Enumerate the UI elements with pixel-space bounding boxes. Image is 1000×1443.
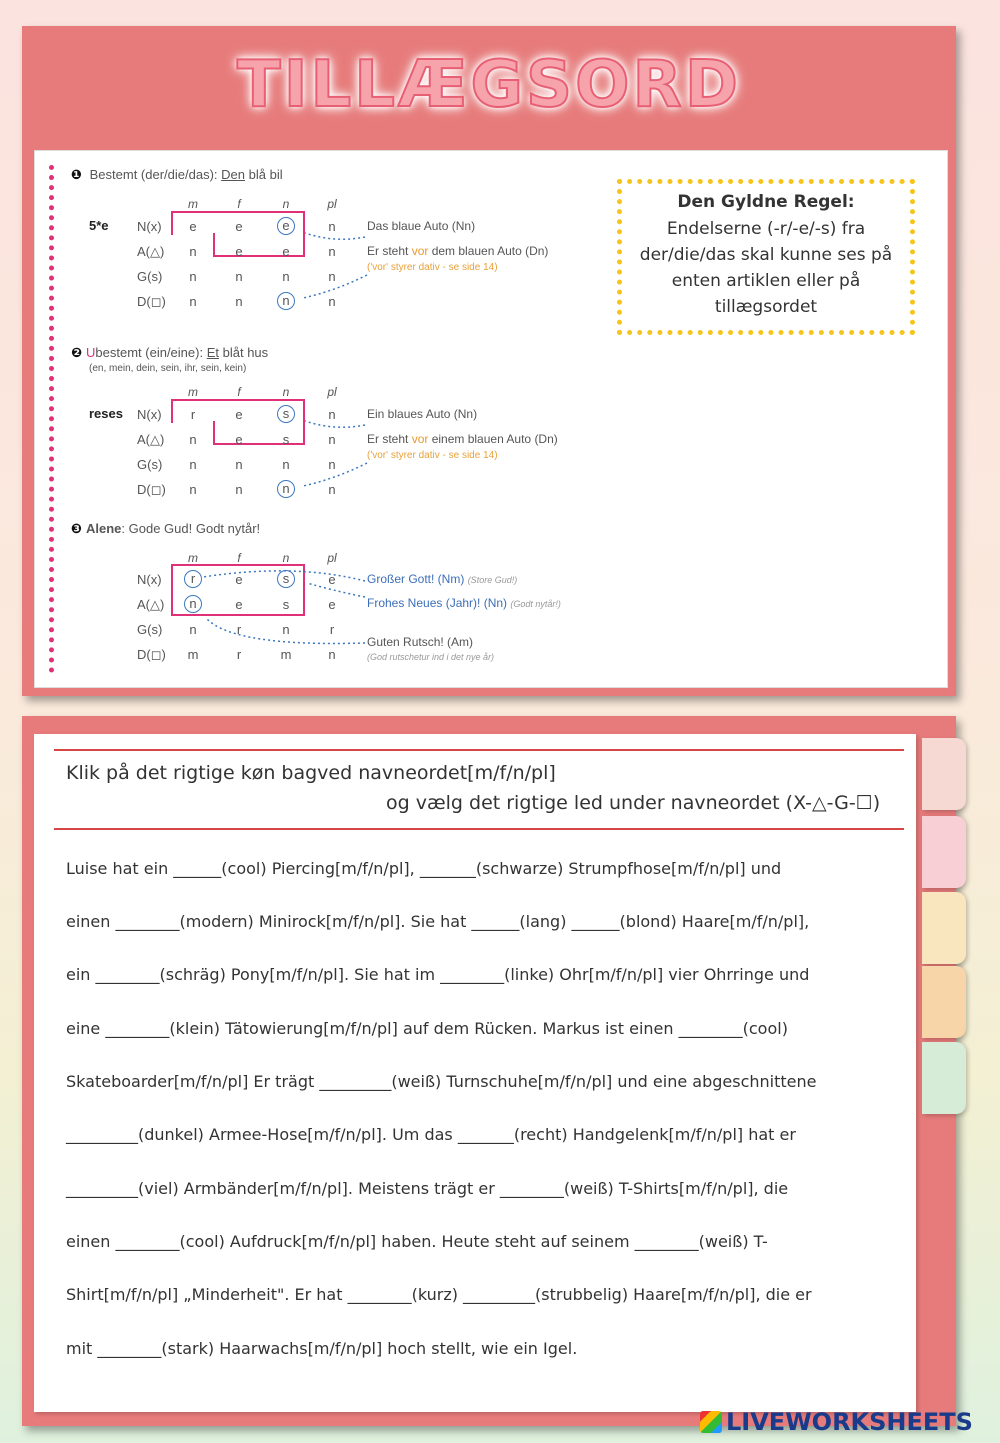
header-pl: pl [327,197,337,211]
cell: n [328,244,336,259]
case-gen: G(s) [137,457,163,472]
case-nom: N(x) [137,407,162,422]
cell: m [280,647,292,662]
translation-note: (God rutschetur ind i det nye år) [367,652,495,662]
exercise-line[interactable]: einen ________(modern) Minirock[m/f/n/pl]. Sie hat ______(lang) ______(blond) Haare[m/f/n/pl], [66,912,810,931]
cell: n [235,269,243,284]
cell: n [328,294,336,309]
cell: n [328,647,336,662]
header-pl: pl [327,551,337,565]
cell: e [235,407,243,422]
arrow [307,583,365,597]
section-1-article: Den [221,167,246,182]
header-m: m [188,385,198,399]
cell: n [235,457,243,472]
example-text: Frohes Neues (Jahr)! (Nn) [367,596,508,610]
circled-ending: r [184,570,202,588]
dativ-note: ('vor' styrer dativ - se side 14) [367,262,498,273]
header-pl: pl [327,385,337,399]
case-dat: D(◻) [137,294,166,309]
header-n: n [282,197,290,211]
liveworksheets-logo[interactable] [700,1408,973,1436]
section-1-number: ❶ [71,168,83,183]
exercise-sheet [34,734,916,1412]
cell: r [190,407,196,422]
preposition: vor [411,244,429,258]
cell: e [282,244,290,259]
cell: n [189,244,197,259]
circled-ending: s [277,405,295,423]
section-2-number: ❷ [71,346,83,361]
section-2-heading: bestemt (ein/eine): [95,345,204,360]
header-f: f [237,197,241,211]
exercise-panel [22,716,956,1426]
cell: n [282,622,290,637]
tab-5[interactable] [922,1042,966,1114]
cell: e [235,572,243,587]
header-f: f [237,551,241,565]
example-text: Großer Gott! (Nm) [367,572,465,586]
divider [54,749,904,751]
grammar-card [34,150,948,688]
header-n: n [282,385,290,399]
cell: n [189,457,197,472]
case-gen: G(s) [137,622,163,637]
preposition: vor [411,432,429,446]
case-acc: A(△) [137,597,165,612]
cell: n [189,482,197,497]
section-3-number: ❸ [71,522,83,537]
section-3-heading: Alene [86,521,122,536]
tab-2[interactable] [922,816,966,888]
exercise-line[interactable]: Luise hat ein ______(cool) Piercing[m/f/n/pl], _______(schwarze) Strumpfhose[m/f/n/pl] und [66,859,782,878]
section-2-article: Et [206,345,219,360]
section-2-subtitle: (en, mein, dein, sein, ihr, sein, kein) [89,363,247,374]
section-2-initial: U [86,345,96,360]
cell: n [328,432,336,447]
cell: e [328,572,336,587]
cell: n [235,482,243,497]
case-nom: N(x) [137,572,162,587]
cell: n [282,269,290,284]
instruction-line-2: og vælg det rigtige led under navneordet (X-△-G-☐) [386,792,881,814]
cell: s [282,432,290,447]
cell: e [235,432,243,447]
cell: n [328,269,336,284]
arrow [305,233,365,239]
logo-icon [700,1411,722,1433]
cell: n [328,457,336,472]
case-dat: D(◻) [137,647,166,662]
example-1: Ein blaues Auto (Nn) [367,407,478,421]
circled-ending: n [277,480,295,498]
example-text: Er steht [367,432,412,446]
cell: e [235,244,243,259]
header-m: m [188,197,198,211]
exercise-line[interactable]: ein ________(schräg) Pony[m/f/n/pl]. Sie hat im ________(linke) Ohr[m/f/n/pl] vier Ohrringe und [66,965,810,984]
example-1: Das blaue Auto (Nn) [367,219,476,233]
exercise-line[interactable]: Skateboarder[m/f/n/pl] Er trägt _________(weiß) Turnschuhe[m/f/n/pl] und eine abgeschnittene [66,1072,817,1091]
header-m: m [188,551,198,565]
dativ-note: ('vor' styrer dativ - se side 14) [367,450,498,461]
page-title: TILLÆGSORD [237,48,741,122]
example-text: Er steht [367,244,412,258]
example-text: einem blauen Auto (Dn) [428,432,558,446]
golden-rule-box [617,179,915,335]
cell: n [189,294,197,309]
circled-ending: n [184,595,202,613]
tab-1[interactable] [922,738,966,810]
case-nom: N(x) [137,219,162,234]
cell: r [236,647,242,662]
translation-note: (Godt nytår!) [510,599,561,609]
section-1-heading: Bestemt (der/die/das): [89,167,218,182]
circled-ending: s [277,570,295,588]
section-2-label: reses [89,406,123,421]
cell: e [328,597,336,612]
exercise-line[interactable]: mit ________(stark) Haarwachs[m/f/n/pl] hoch stellt, wie ein Igel. [66,1339,578,1358]
exercise-line[interactable]: einen ________(cool) Aufdruck[m/f/n/pl] haben. Heute steht auf seinem ________(weiß) T- [66,1232,768,1251]
divider [54,828,904,830]
case-gen: G(s) [137,269,163,284]
cell: e [235,597,243,612]
tab-4[interactable] [922,966,966,1038]
circled-ending: e [277,217,295,235]
cell: n [189,622,197,637]
translation-note: (Store Gud!) [467,575,518,585]
case-dat: D(◻) [137,482,166,497]
arrow [203,571,365,581]
cell: r [236,622,242,637]
arrow [305,421,365,427]
section-1-label: 5*e [89,218,109,233]
arrow [303,463,367,486]
exercise-line[interactable]: eine ________(klein) Tätowierung[m/f/n/pl] auf dem Rücken. Markus ist einen ________(cool) [66,1019,788,1038]
cell: r [329,622,335,637]
cell: m [187,647,199,662]
cell: n [189,269,197,284]
case-acc: A(△) [137,244,165,259]
cell: e [189,219,197,234]
cell: s [282,597,290,612]
section-3-example: : Gode Gud! Godt nytår! [121,521,261,536]
cell: n [235,294,243,309]
cell: n [328,219,336,234]
exercise-line[interactable]: Shirt[m/f/n/pl] „Minderheit". Er hat ________(kurz) _________(strubbelig) Haare[m/f/n/pl], die er [66,1285,812,1304]
arrow [303,275,367,298]
section-2-example: blåt hus [222,345,269,360]
example-text: dem blauen Auto (Dn) [428,244,549,258]
grammar-panel [22,26,956,696]
exercise-line[interactable]: _________(viel) Armbänder[m/f/n/pl]. Meistens trägt er ________(weiß) T-Shirts[m/f/n/pl], die [66,1179,789,1198]
section-1-example: blå bil [248,167,283,182]
golden-rule-title: Den Gyldne Regel: [677,192,855,212]
example-3: Guten Rutsch! (Am) [367,635,474,649]
circled-ending: n [277,292,295,310]
cell: n [328,407,336,422]
logo-text: LIVEWORKSHEETS [726,1408,973,1436]
case-acc: A(△) [137,432,165,447]
exercise-line[interactable]: _________(dunkel) Armee-Hose[m/f/n/pl]. Um das _______(recht) Handgelenk[m/f/n/pl] hat er [66,1125,796,1144]
tab-3[interactable] [922,892,966,964]
cell: n [282,457,290,472]
cell: e [235,219,243,234]
cell: n [328,482,336,497]
cell: n [189,432,197,447]
instruction-line-1: Klik på det rigtige køn bagved navneordet[m/f/n/pl] [66,762,556,784]
header-n: n [282,551,290,565]
golden-rule-text: Endelserne (-r/-e/-s) fra der/die/das skal kunne ses på enten artiklen eller på tillægsordet [639,219,893,317]
header-f: f [237,385,241,399]
arrow [207,619,365,644]
